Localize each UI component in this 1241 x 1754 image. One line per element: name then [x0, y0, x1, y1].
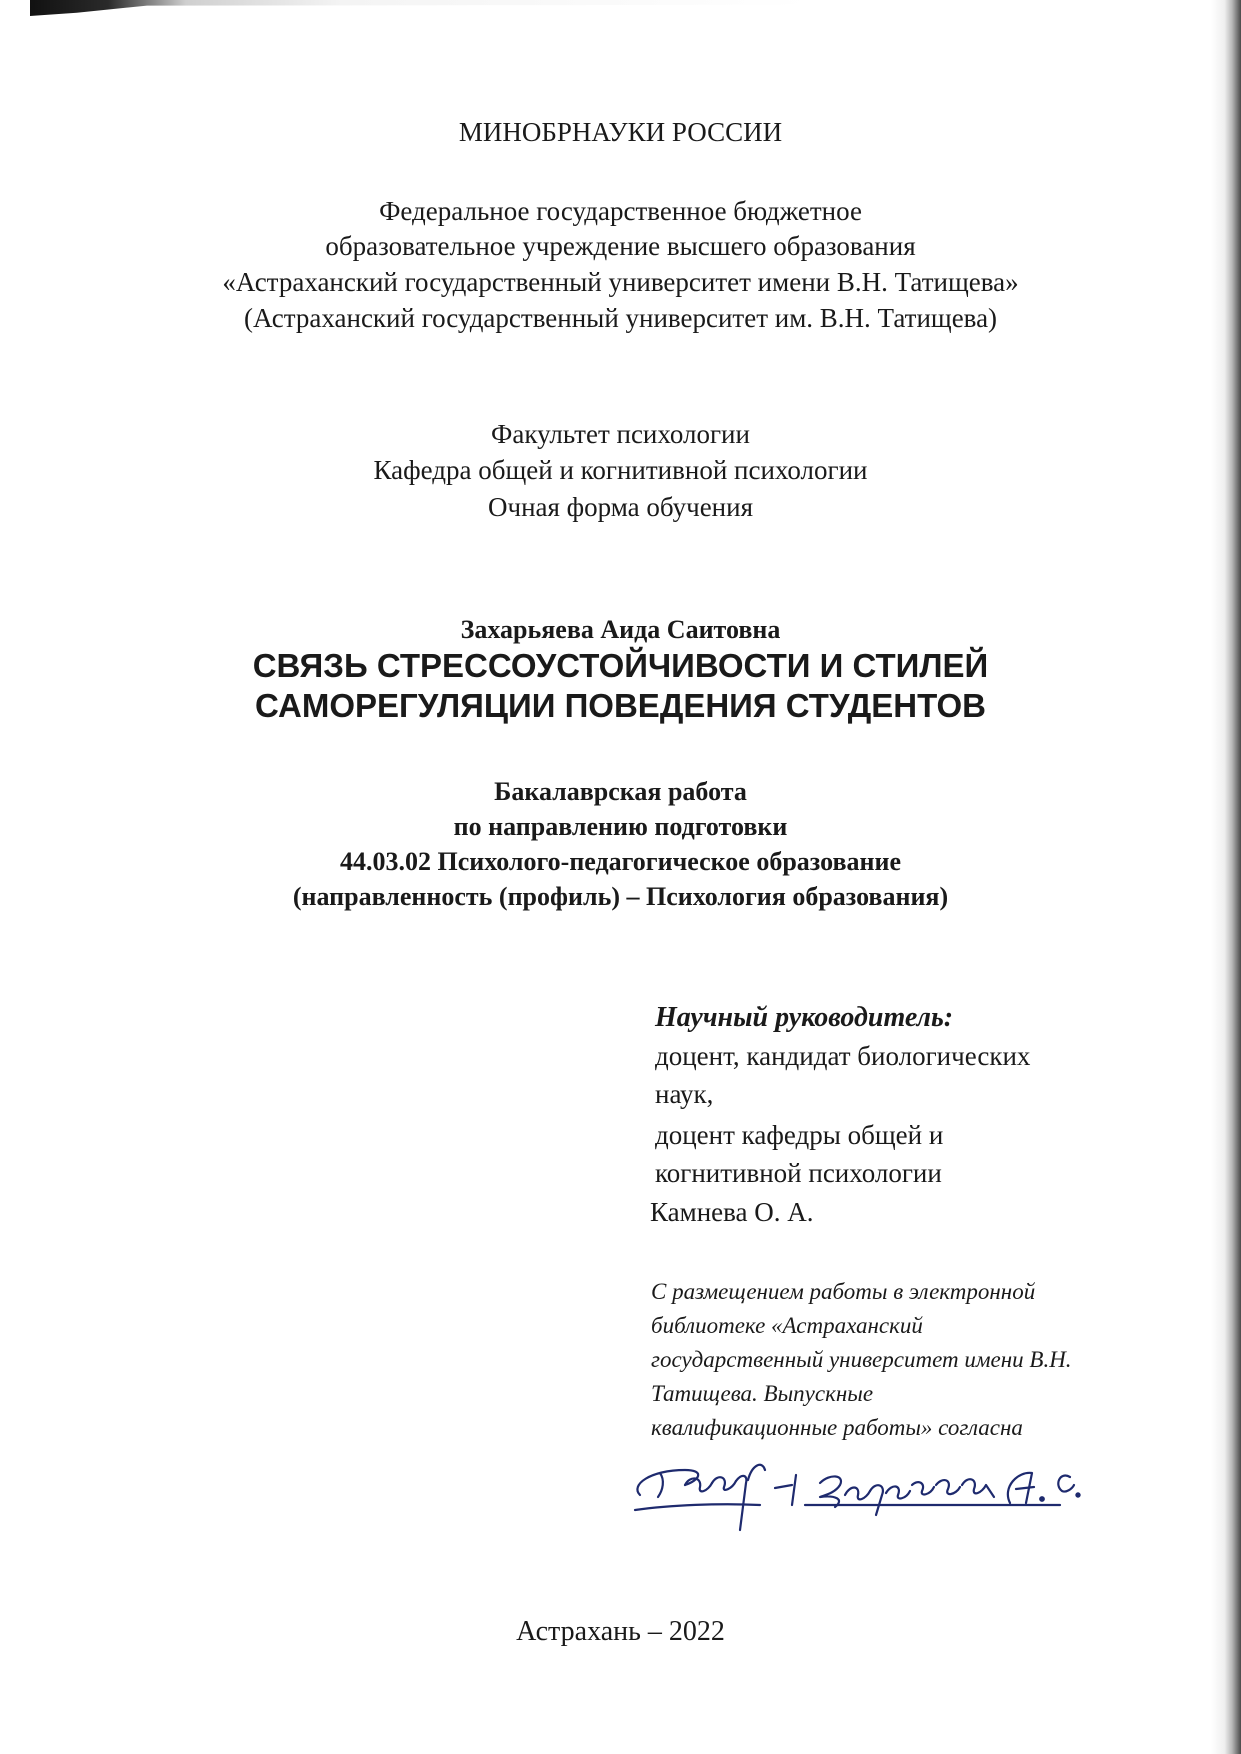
consent-line: библиотеке «Астраханский: [651, 1313, 923, 1338]
institution-line: (Астраханский государственный университет им. В.Н. Татищева): [243, 303, 998, 333]
consent-line: государственный университет имени В.Н.: [651, 1347, 1072, 1372]
handwritten-signature: [630, 1425, 1110, 1535]
consent-line: С размещением работы в электронной: [651, 1279, 1036, 1304]
scan-edge-right: [1211, 0, 1241, 1754]
thesis-title-line: СВЯЗЬ СТРЕССОУСТОЙЧИВОСТИ И СТИЛЕЙ: [252, 647, 989, 684]
study-form: Очная форма обучения: [488, 492, 753, 522]
supervisor-line: наук,: [655, 1079, 714, 1109]
work-direction-code: 44.03.02 Психолого-педагогическое образование: [340, 847, 901, 876]
author-name: Захарьяева Аида Саитовна: [460, 615, 781, 644]
scan-edge-top: [30, 0, 810, 16]
department-name: Кафедра общей и когнитивной психологии: [373, 455, 868, 485]
ministry-heading: МИНОБРНАУКИ РОССИИ: [458, 117, 783, 147]
supervisor-name: Камнева О. А.: [650, 1197, 814, 1227]
supervisor-line: доцент кафедры общей и: [655, 1120, 944, 1150]
institution-line: образовательное учреждение высшего образования: [325, 231, 916, 261]
institution-line: Федеральное государственное бюджетное: [379, 196, 862, 226]
work-type: Бакалаврская работа: [494, 777, 747, 806]
work-direction-label: по направлению подготовки: [453, 812, 788, 841]
consent-line: Татищева. Выпускные: [651, 1381, 874, 1406]
city-year: Астрахань – 2022: [516, 1616, 725, 1647]
consent-line: квалификационные работы» согласна: [651, 1415, 1023, 1440]
supervisor-line: доцент, кандидат биологических: [655, 1041, 1031, 1071]
work-profile: (направленность (профиль) – Психология образования): [292, 882, 949, 911]
faculty-name: Факультет психологии: [491, 419, 750, 449]
institution-line: «Астраханский государственный университет имени В.Н. Татищева»: [222, 267, 1019, 297]
supervisor-line: когнитивной психологии: [655, 1158, 942, 1188]
supervisor-label: Научный руководитель:: [655, 1002, 954, 1033]
thesis-title-line: САМОРЕГУЛЯЦИИ ПОВЕДЕНИЯ СТУДЕНТОВ: [255, 687, 986, 724]
